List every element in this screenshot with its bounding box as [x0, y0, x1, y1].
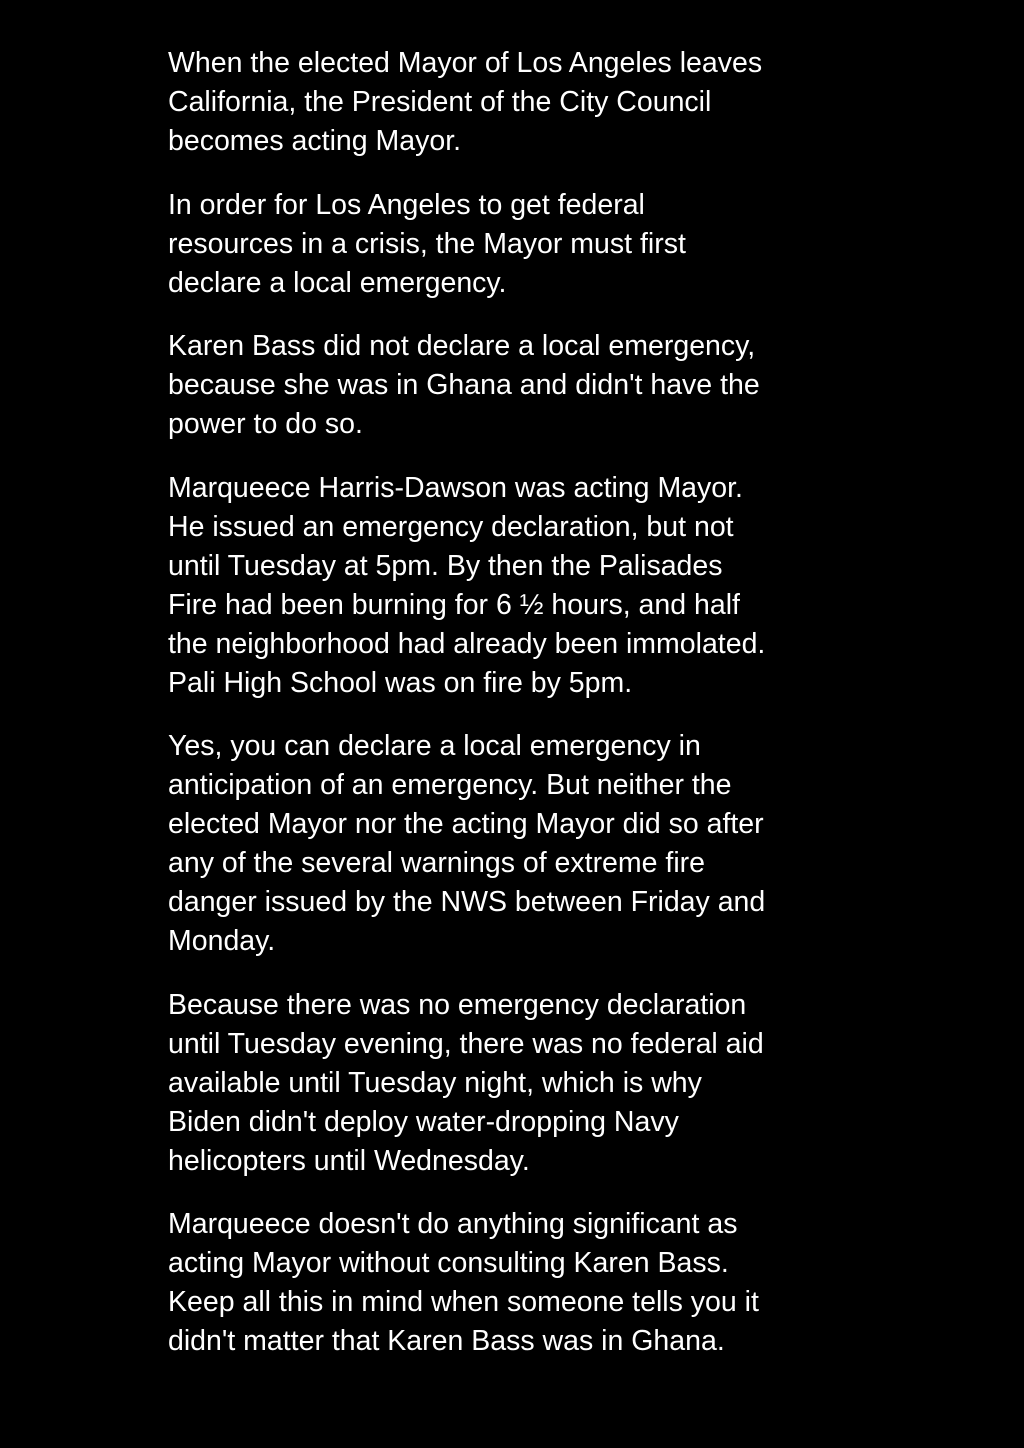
paragraph-anticipation: Yes, you can declare a local emergency in anticipation of an emergency. But neither the elected Mayor nor the acting Mayor did so after any of the several warnings of extreme fire danger issued by the NWS between Friday and Monday. — [168, 730, 766, 957]
paragraph-acting-mayor-rule: When the elected Mayor of Los Angeles leaves California, the President of the City Council becomes acting Mayor. — [168, 47, 763, 157]
paragraph-federal-resources: In order for Los Angeles to get federal resources in a crisis, the Mayor must first declare a local emergency. — [168, 188, 686, 299]
paragraph-harris-dawson: Marqueece Harris-Dawson was acting Mayor. He issued an emergency declaration, but not until Tuesday at 5pm. By then the Palisades Fire had been burning for 6 ½ hours, and half the neighborhood had already been immolated. Pali High School was on fire by 5pm. — [168, 471, 766, 699]
text-document — [168, 44, 816, 1386]
paragraph-conclusion: Marqueece doesn't do anything significant as acting Mayor without consulting Karen Bass. Keep all this in mind when someone tells you it didn't matter that Karen Bass was in Ghana. — [168, 1208, 759, 1357]
paragraph-federal-aid: Because there was no emergency declaration until Tuesday evening, there was no federal aid available until Tuesday night, which is why Biden didn't deploy water-dropping Navy helicopters until Wednesday. — [168, 988, 764, 1177]
paragraph-karen-bass: Karen Bass did not declare a local emergency, because she was in Ghana and didn't have the power to do so. — [168, 330, 760, 440]
